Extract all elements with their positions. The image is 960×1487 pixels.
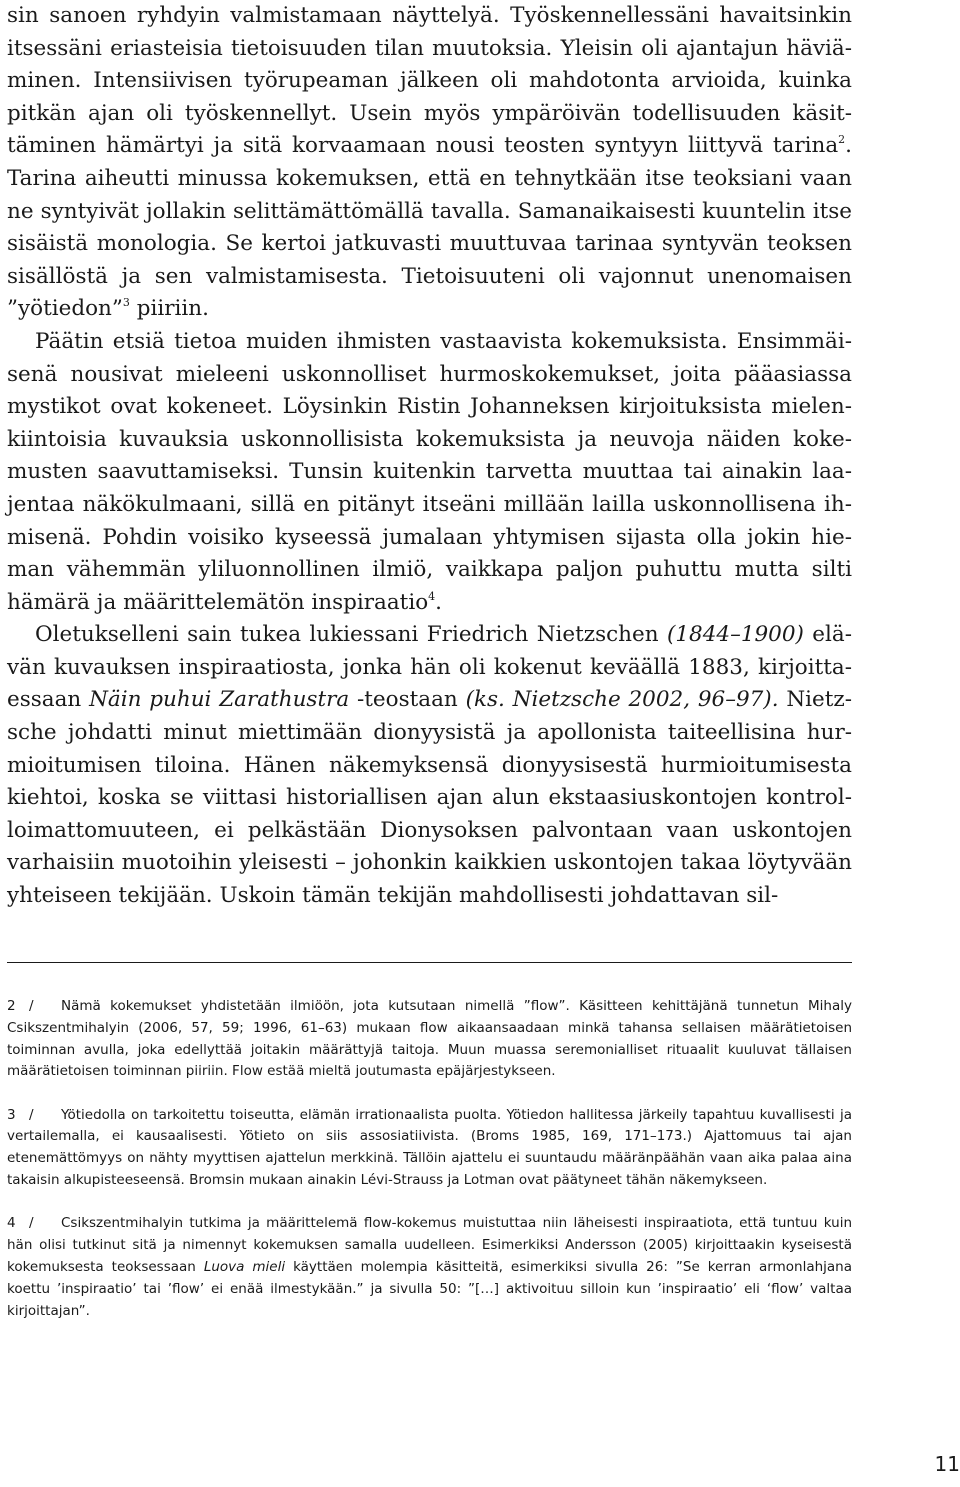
book-title-zarathustra: Näin puhui Zarathustra <box>89 687 350 713</box>
footnote-divider <box>7 962 852 963</box>
footnote-text-a: Csikszentmihalyin tutkima ja määrittelemä flow-kokemus muistuttaa niin läheisesti inspiraatiota, että tuntuu kuin hän olisi tutkinut sitä ja nimennyt kokemuksen samalla uudelleen. Esimerkiksi Andersson (2005) kirjoittaakin kyseisestä kokemuksesta teoksessaan <box>7 1215 852 1275</box>
footnote-number: 4 <box>7 1215 16 1232</box>
paragraph-1-text-a: sin sanoen ryhdyin valmistamaan näyttelyä. Työskennellessäni havaitsinkin itsessäni eriasteisia tietoisuuden tilan muutoksia. Yleisin oli ajantajun häviäminen. Intensiivisen työrupeaman jälkeen oli mahdotonta arvioida, kuinka pitkän ajan oli työskennellyt. Usein myös ympäröivän todellisuuden käsittäminen hämärtyi ja sitä korvaamaan nousi teosten syntyyn liittyvä tarina <box>7 3 852 159</box>
footnote-separator: / <box>29 1106 34 1123</box>
footnote-text: Nämä kokemukset yhdistetään ilmiöön, jota kutsutaan nimellä ”flow”. Käsitteen kehittäjänä tunnetun Mihaly Csikszentmihalyin (2006, 57, 59; 1996, 61–63) mukaan flow aikaansaadaan minkä tahansa sellaisen määrätietoisen toiminnan avulla, joka edellyttää joitakin määrättyjä taitoja. Muun muassa seremonialliset rituaalit kuuluvat tällaisen määrätietoisen toiminnan piiriin. Flow estää mieltä joutumasta epäjärjestykseen. <box>7 998 852 1080</box>
paragraph-2-text-b: . <box>435 589 442 615</box>
citation-nietzsche: (ks. Nietzsche 2002, 96–97). <box>465 687 779 713</box>
footnote-4 <box>7 1213 852 1322</box>
nietzsche-dates: (1844–1900) <box>666 622 804 648</box>
paragraph-3-text-b: elävän kuvauksen inspiraatiosta, jonka hän oli kokenut keväällä 1883, kirjoittaessaan <box>7 622 852 713</box>
paragraph-1-text-b: . Tarina aiheutti minussa kokemuksen, että en tehnytkään itse teoksiani vaan ne syntyivät jollakin selittämättömällä tavalla. Samanaikaisesti kuuntelin itse sisäistä monologia. Se kertoi jatkuvasti muuttuvaa tarinaa syntyvän teoksen sisällöstä ja sen valmistamisesta. Tietoisuuteni oli vajonnut unenomaisen ”yötiedon” <box>7 133 852 322</box>
footnote-2 <box>7 996 852 1083</box>
paragraph-3-text-d: Nietzsche johdatti minut miettimään dionyysistä ja apollonista taiteellisina hurmioitumisen tiloina. Hänen näkemyksensä dionyysisestä hurmioitumisesta kiehtoi, koska se viittasi historiallisen ajan alun ekstaasiuskontojen kontrolloimattomuuteen, ei pelkästään Dionysoksen palvontaan vaan uskontojen varhaisiin muotoihin yleisesti – johonkin kaikkien uskontojen takaa löytyvään yhteiseen tekijään. Uskoin tämän tekijän mahdollisesti johdattavan sil- <box>7 687 853 909</box>
footnote-separator: / <box>29 1215 34 1232</box>
page-number: 11 <box>934 1452 960 1476</box>
footnote-ref-2[interactable]: 2 <box>838 133 846 147</box>
main-text <box>7 0 852 913</box>
footnote-text: Yötiedolla on tarkoitettu toiseutta, elämän irrationaalista puolta. Yötiedon hallitessa järkeily tapahtuu kuvallisesti ja vertailemalla, ei kausaalisesti. Yötieto on siis assosiatiivista. (Broms 1985, 169, 171–173.) Ajattomuus tai ajan etenemättömyys on nähty myyttisen ajattelun merkkinä. Tällöin ajattelu ei suuntaudu määränpäähän vaan aika palaa aina takaisin alkupisteeseensä. Bromsin mukaan ainakin Lévi-Strauss ja Lotman ovat päätyneet tähän näkemykseen. <box>7 1106 852 1189</box>
paragraph-2-text-a: Päätin etsiä tietoa muiden ihmisten vastaavista kokemuksista. Ensimmäisenä nousivat mieleeni uskonnolliset hurmoskokemukset, joita pääasiassa mystikot ovat kokeneet. Löysinkin Ristin Johanneksen kirjoituksista mielenkiintoisia kuvauksia uskonnollisista kokemuksista ja neuvoja näiden kokemusten saavuttamiseksi. Tunsin kuitenkin tarvetta muuttaa tai ainakin laajentaa näkökulmaani, sillä en pitänyt itseäni millään lailla uskonnollisena ihmisenä. Pohdin voisiko kyseessä jumalaan yhtymisen sijasta olla jokin hieman vähemmän yliluonnollinen ilmiö, vaikkapa paljon puhuttu mutta silti hämärä ja määrittelemätön inspiraatio <box>7 328 852 615</box>
paragraph-3 <box>7 619 852 912</box>
paragraph-1-text-c: piiriin. <box>129 296 209 322</box>
book-title-luova-mieli: Luova mieli <box>203 1258 286 1275</box>
footnote-ref-4[interactable]: 4 <box>428 589 436 603</box>
footnotes <box>7 996 852 1344</box>
footnote-number: 2 <box>7 998 16 1014</box>
paragraph-3-text-c: -teostaan <box>349 687 466 713</box>
footnote-number: 3 <box>7 1106 16 1123</box>
footnote-text-b: käyttäen molempia käsitteitä, esimerkiksi sivulla 26: ”Se kerran armonlahjana koettu ’inspiraatio’ tai ’flow’ ei enää ilmestykään.” ja sivulla 50: ”[…] aktivoituu silloin kun ’inspiraatio’ eli ‘flow’ valtaa kirjoittajan”. <box>7 1258 852 1319</box>
paragraph-1 <box>7 0 852 326</box>
footnote-3 <box>7 1105 852 1192</box>
paragraph-3-text-a: Oletukselleni sain tukea lukiessani Friedrich Nietzschen <box>35 622 667 648</box>
footnote-ref-3[interactable]: 3 <box>122 296 130 310</box>
paragraph-2 <box>7 326 852 619</box>
footnote-separator: / <box>29 998 34 1014</box>
